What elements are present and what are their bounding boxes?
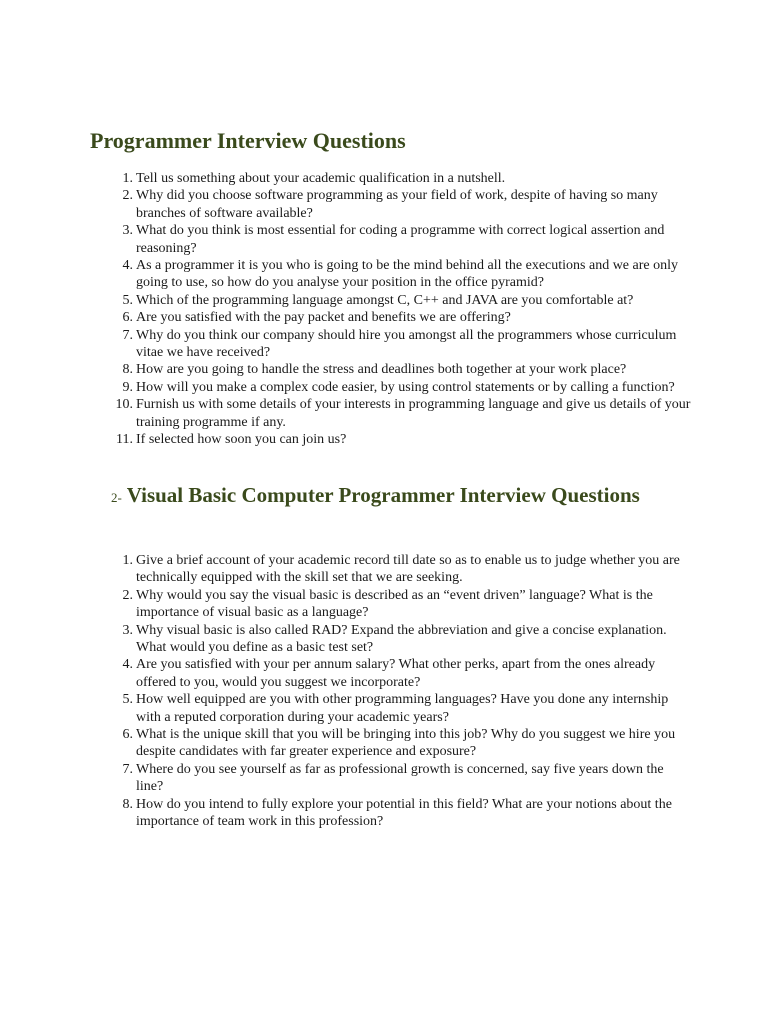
section-2-question-list — [111, 552, 691, 831]
list-item — [111, 187, 691, 222]
list-item — [111, 587, 691, 622]
list-item-text: Are you satisfied with the pay packet and benefits we are offering? — [136, 310, 511, 326]
list-item-text: Give a brief account of your academic record till date so as to enable us to judge whether you are technically equipped with the skill set that we are seeking. — [136, 553, 680, 586]
list-item-text: Tell us something about your academic qualification in a nutshell. — [136, 171, 506, 186]
list-item-text: Furnish us with some details of your interests in programming language and give us details of your training programme if any. — [136, 397, 691, 430]
list-item-number: 2. — [122, 188, 133, 204]
list-item-number: 11. — [116, 432, 133, 448]
list-item-number: 8. — [122, 796, 133, 812]
list-item-number: 6. — [122, 310, 133, 326]
list-item-text: Why do you think our company should hire you amongst all the programmers whose curriculum vitae we have received? — [136, 327, 677, 361]
list-item — [111, 170, 691, 187]
list-item — [111, 257, 691, 292]
list-item-text: How are you going to handle the stress and deadlines both together at your work place? — [136, 362, 627, 378]
list-item-text: What is the unique skill that you will be bringing into this job? Why do you suggest we hire you despite candidates with far greater experience and exposure? — [136, 727, 676, 760]
list-item-text: How do you intend to fully explore your potential in this field? What are your notions about the importance of team work in this profession? — [136, 796, 672, 830]
list-item — [111, 552, 691, 587]
list-item — [111, 396, 691, 431]
list-item-text: How will you make a complex code easier, by using control statements or by calling a function? — [136, 379, 675, 395]
list-item-number: 3. — [122, 223, 133, 239]
list-item-number: 3. — [122, 622, 133, 638]
list-item — [111, 379, 691, 396]
list-item — [111, 796, 691, 831]
list-item-text: Where do you see yourself as far as professional growth is concerned, say five years down the line? — [136, 761, 664, 795]
list-item-number: 5. — [122, 692, 133, 708]
list-item-number: 1. — [122, 171, 133, 186]
list-item — [111, 222, 691, 257]
list-item — [111, 656, 691, 691]
list-item-number: 4. — [122, 258, 133, 274]
list-item-number: 8. — [122, 362, 133, 378]
list-item-text: Why did you choose software programming as your field of work, despite of having so many branches of software available? — [136, 188, 658, 221]
list-item — [111, 361, 691, 378]
list-item-number: 9. — [122, 379, 133, 395]
list-item — [111, 691, 691, 726]
list-item-number: 5. — [122, 292, 133, 308]
list-item — [111, 292, 691, 309]
section-1-heading: Programmer Interview Questions — [90, 128, 406, 153]
list-item-text: Are you satisfied with your per annum salary? What other perks, apart from the ones already offered to you, would you suggest we incorporate? — [136, 657, 656, 690]
section-1-question-list — [111, 170, 691, 449]
list-item-text: As a programmer it is you who is going to be the mind behind all the executions and we are only going to use, so how do you analyse your position in the office pyramid? — [136, 258, 678, 291]
list-item-text: What do you think is most essential for coding a programme with correct logical assertion and reasoning? — [136, 223, 665, 256]
list-item-number: 4. — [122, 657, 133, 673]
list-item-text: If selected how soon you can join us? — [136, 432, 347, 448]
list-item — [111, 327, 691, 362]
list-item-number: 2. — [122, 587, 133, 603]
list-item-text: Which of the programming language amongst C, C++ and JAVA are you comfortable at? — [136, 292, 634, 308]
list-item — [111, 431, 691, 448]
list-item-number: 6. — [122, 727, 133, 743]
list-item-number: 1. — [122, 553, 133, 568]
list-item — [111, 726, 691, 761]
list-item-text: How well equipped are you with other programming languages? Have you done any internship with a reputed corporation during your academic years? — [136, 692, 669, 725]
list-item-number: 7. — [122, 761, 133, 777]
list-item — [111, 309, 691, 326]
section-2-heading — [111, 482, 671, 511]
list-item-number: 7. — [122, 327, 133, 343]
list-item-text: Why would you say the visual basic is described as an “event driven” language? What is the importance of visual basic as a language? — [136, 587, 653, 621]
list-item — [111, 761, 691, 796]
list-item-number: 10. — [115, 397, 133, 413]
list-item-text: Why visual basic is also called RAD? Expand the abbreviation and give a concise explanation. What would you define as a basic test set? — [136, 622, 667, 656]
section-2-title: Visual Basic Computer Programmer Interview Questions — [126, 483, 640, 507]
list-item — [111, 622, 691, 657]
section-2-prefix: 2- — [111, 490, 122, 505]
